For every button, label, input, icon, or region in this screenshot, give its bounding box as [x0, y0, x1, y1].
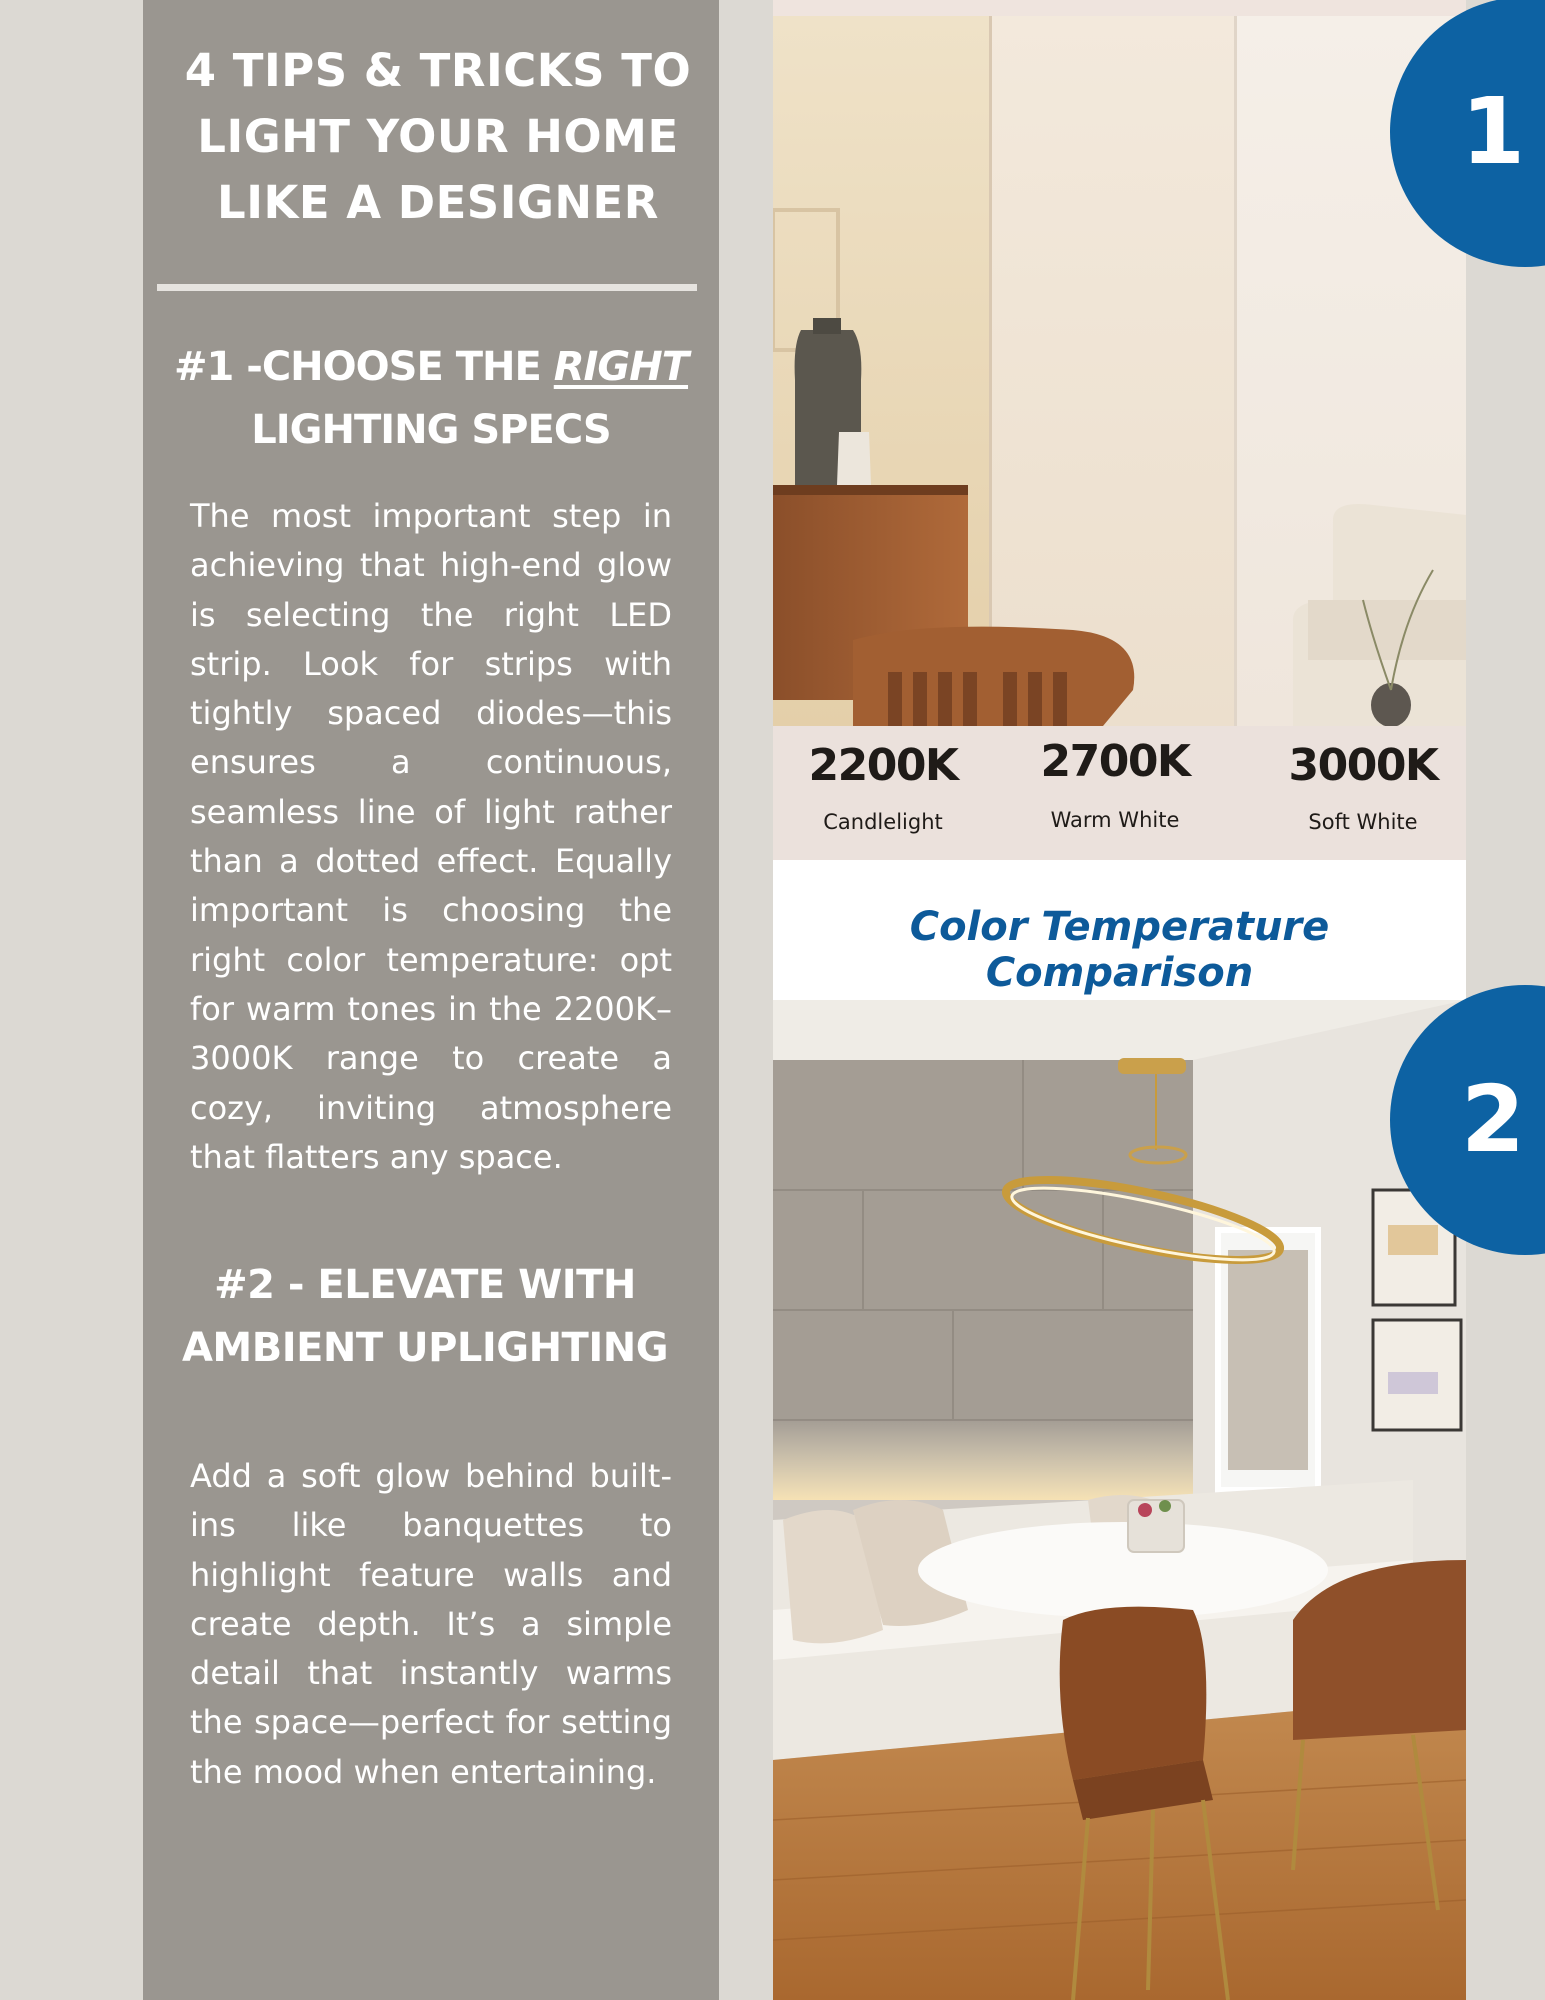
step-badge: [1390, 985, 1545, 1255]
tip-2-heading: [137, 1254, 713, 1380]
temperature-name: Candlelight: [823, 810, 943, 834]
tip-2-body: Add a soft glow behind built-ins like banquettes to highlight feature walls and create depth. It’s a simple detail that instantly warms the space—perfect for setting the mood when entertaining.: [190, 1457, 672, 1791]
kelvin-label: 2700K: [1040, 736, 1190, 787]
title-line: LIGHT YOUR HOME: [197, 110, 679, 163]
tip-1-heading: [143, 336, 719, 462]
tip-1-heading-emphasis: RIGHT: [553, 344, 689, 390]
dining-nook-photo: [773, 1000, 1466, 2000]
kelvin-label: 3000K: [1288, 740, 1438, 791]
tip-2-heading-line-1: #2 - ELEVATE WITH: [214, 1262, 636, 1308]
title-line: 4 TIPS & TRICKS TO: [184, 44, 692, 97]
temperature-name: Warm White: [1050, 808, 1180, 832]
tip-1-heading-text: #1 -CHOOSE THE: [173, 344, 554, 390]
color-temperature-photo: [773, 0, 1466, 860]
image-caption: Color Temperature Comparison: [909, 904, 1330, 996]
page-title: [143, 38, 733, 236]
tip-2-heading-line-2: AMBIENT UPLIGHTING: [181, 1325, 669, 1371]
caption-box: [773, 860, 1466, 1000]
text-panel: [143, 0, 719, 2000]
step-badge: [1390, 0, 1545, 267]
dining-nook-illustration: [773, 1000, 1466, 2000]
tip-1-heading-line-2: LIGHTING SPECS: [251, 407, 611, 453]
title-line: LIKE A DESIGNER: [217, 176, 659, 229]
temperature-name: Soft White: [1308, 810, 1418, 834]
divider: [157, 284, 697, 291]
tip-1-heading-line-1: [143, 336, 719, 399]
living-room-illustration: [773, 0, 1466, 860]
kelvin-label: 2200K: [808, 740, 958, 791]
step-number: 2: [1460, 1066, 1525, 1173]
step-number: 1: [1460, 78, 1525, 185]
tip-1-body: The most important step in achieving that high-end glow is selecting the right LED strip. Look for strips with tightly spaced diodes—this ensures a continuous, seamless line of light rather than a dotted effect. Equally important is choosing the right color temperature: opt for warm tones in the 2200K–3000K range to create a cozy, inviting atmosphere that flatters any space.: [190, 497, 672, 1176]
